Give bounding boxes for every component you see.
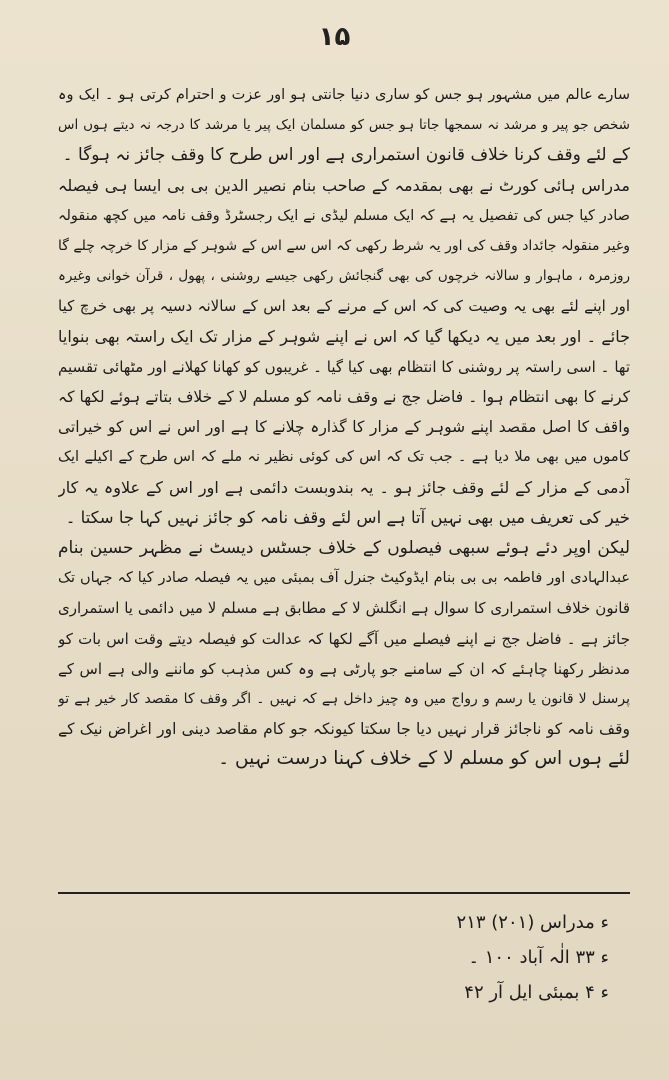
text-line: مدنظر رکھنا چاہئے کہ ان کے سامنے جو پارٹی ہے وہ کس مذہب کو ماننے والی ہے اس کے <box>58 659 630 678</box>
text-line: واقف کا اصل مقصد اپنے شوہر کے مزار کا گذارہ چلانے کا ہے اور اس نے اس کو خیراتی <box>58 418 630 437</box>
page-number: ۱۵ <box>318 22 351 52</box>
footnote-divider <box>58 892 630 894</box>
text-line: صادر کیا جس کی تفصیل یہ ہے کہ ایک مسلم لیڈی نے ایک رجسٹرڈ وقف نامہ میں کچھ منقولہ <box>58 207 630 224</box>
footnote-3: ء ۴ بمبئی ایل آر ۴۲ <box>464 982 609 1003</box>
text-line: آدمی کے مزار کے لئے وقف جائز ہو ۔ یہ بندوبست دائمی ہے اور اس کے علاوہ یہ کار <box>58 477 630 497</box>
text-line: پرسنل لا قانون یا رسم و رواج میں وہ چیز داخل ہے کہ نہیں ۔ اگر وقف کا مقصد کار خیر ہے تو <box>58 691 630 708</box>
text-line: کے لئے وقف کرنا خلاف قانون استمراری ہے اور اس طرح کا وقف جائز نہ ہوگا ۔ <box>62 145 630 166</box>
footnote-1: ء مدراس (۲۰۱) ۲۱۳ <box>456 912 609 933</box>
text-line: اور اپنے لئے بھی یہ وصیت کی کہ اس کے مرنے کے بعد اس کے سالانہ دسیہ پر بھی خرچ کیا <box>58 297 630 316</box>
paragraph-2 <box>58 171 630 533</box>
paragraph-3 <box>58 533 630 775</box>
text-line: قانون خلاف استمراری کا سوال ہے انگلش لا کے مطابق ہے مسلم لا میں دائمی یا استمراری <box>58 599 630 618</box>
text-line: سارے عالم میں مشہور ہو جس کو ساری دنیا جانتی ہو اور عزت و احترام کرتی ہو ۔ ایک وہ <box>58 87 630 103</box>
text-line: لیکن اوپر دئے ہوئے سبھی فیصلوں کے خلاف جسٹس دیسٹ نے مظہر حسین بنام <box>58 538 630 559</box>
text-line: کرنے کا بھی انتظام ہوا ۔ فاضل جج نے وقف نامہ کو مسلم لا کے خلاف بتاتے ہوئے لکھا کہ <box>58 388 630 407</box>
text-line: روزمرہ ، ماہوار و سالانہ خرچوں کی بھی گنجائش رکھی جیسے روشنی ، پھول ، قرآن خوانی وغیرہ <box>58 268 630 285</box>
paragraph-1 <box>58 80 630 171</box>
text-line: لئے ہوں اس کو مسلم لا کے خلاف کہنا درست نہیں ۔ <box>218 748 630 770</box>
text-line: کاموں میں بھی ملا دیا ہے ۔ جب تک کہ اس کی کوئی نظیر نہ ملے کہ اس طرح کے اکیلے ایک <box>58 449 630 466</box>
text-line: شخص جو پیر و مرشد نہ سمجھا جاتا ہو جس کو مسلمان ایک پیر یا مرشد کا درجہ نہ دیتے ہوں اس <box>58 117 630 134</box>
body-text <box>58 80 630 775</box>
text-line: تھا ۔ اسی راستہ پر روشنی کا انتظام بھی کیا گیا ۔ غریبوں کو کھانا کھلانے اور مٹھائی تقسیم <box>58 357 630 376</box>
text-line: جائے ۔ اور بعد میں یہ دیکھا گیا کہ اس نے اپنے شوہر کے مزار تک ایک راستہ بھی بنوایا <box>58 326 630 346</box>
text-line: خیر کی تعریف میں بھی نہیں آتا ہے اس لئے وقف نامہ کو جائز نہیں کہا جا سکتا ۔ <box>65 507 630 527</box>
text-line: وغیر منقولہ جائداد وقف کی اور یہ شرط رکھی کہ اس سے اس کے شوہر کے مزار کا خرچہ چلے گا <box>58 238 630 255</box>
text-line: عبدالہادی اور فاطمہ بی بی بنام ایڈوکیٹ جنرل آف بمبئی میں یہ فیصلہ صادر کیا کہ جہاں تک <box>58 570 630 587</box>
footnotes <box>309 905 609 1010</box>
footnote-2: ء ۳۳ الٰہ آباد ۱۰۰ ۔ <box>468 947 609 968</box>
text-line: جائز ہے ۔ فاضل جج نے اپنے فیصلے میں آگے لکھا کہ عدالت کو فیصلہ دیتے وقت اس بات کو <box>58 629 630 648</box>
text-line: وقف نامہ کو ناجائز قرار نہیں دیا جا سکتا کیونکہ جو کام مقاصد دینی اور اغراض نیک کے <box>58 720 630 739</box>
text-line: مدراس ہائی کورٹ نے بھی بمقدمہ کے صاحب بنام نصیر الدین بی بی ایسا ہی فیصلہ <box>58 175 630 195</box>
